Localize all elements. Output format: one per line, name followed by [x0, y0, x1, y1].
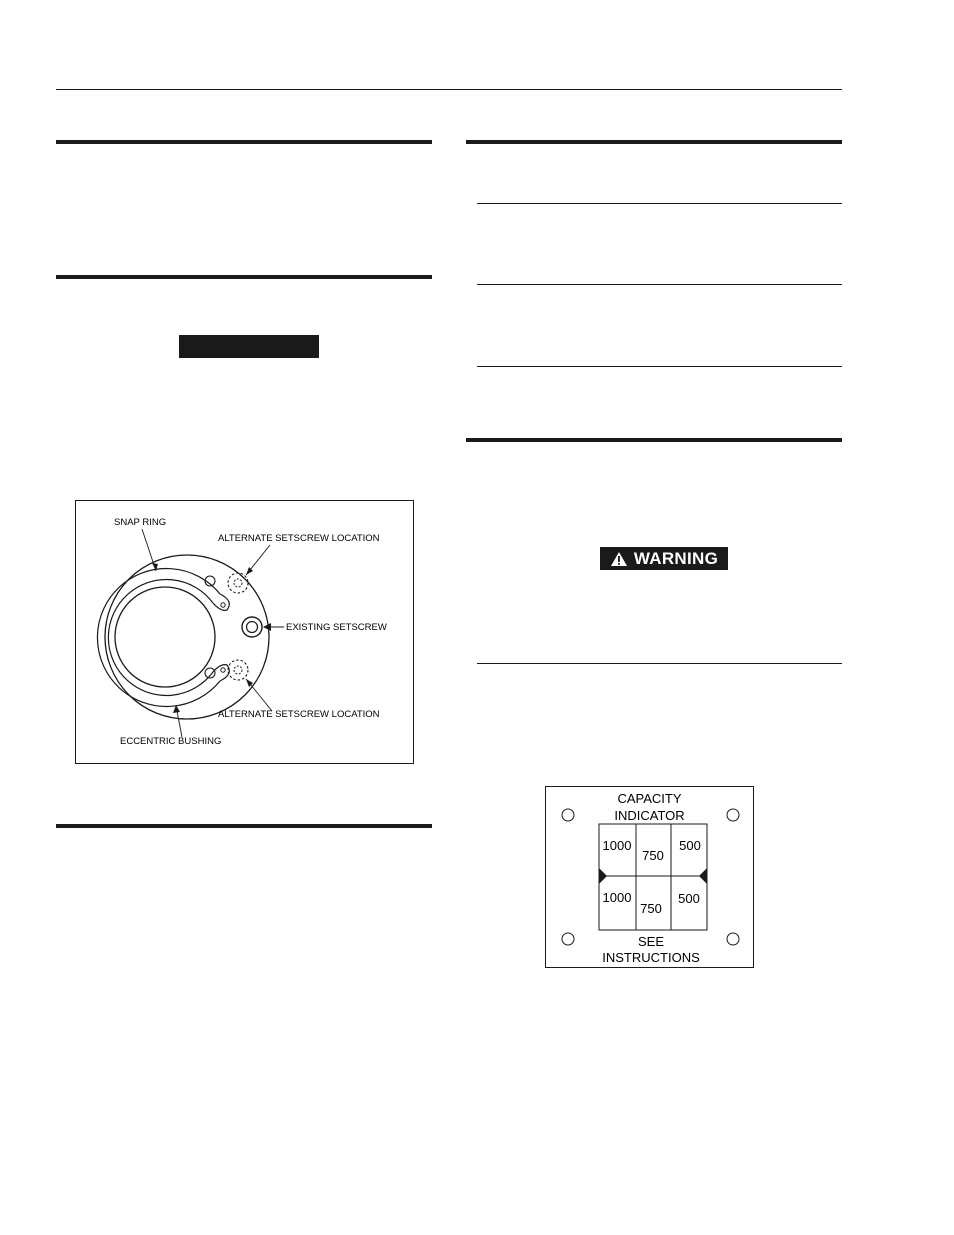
top-cell-750: 750	[642, 848, 664, 863]
bushing-diagram	[76, 501, 412, 762]
label-alternate-bottom: ALTERNATE SETSCREW LOCATION	[218, 709, 380, 720]
right-sub-rule-2	[477, 284, 842, 285]
left-section-rule-3	[56, 824, 432, 828]
bottom-cell-750: 750	[640, 901, 662, 916]
right-section-rule-1	[466, 140, 842, 144]
label-eccentric-bushing: ECCENTRIC BUSHING	[120, 736, 222, 747]
capacity-indicator-figure	[545, 786, 754, 968]
left-section-rule-1	[56, 140, 432, 144]
bushing-figure	[75, 500, 414, 764]
capacity-footer-line1: SEE	[637, 934, 665, 949]
warning-badge	[600, 547, 728, 570]
capacity-footer-line2: INSTRUCTIONS	[602, 950, 700, 965]
label-alternate-top: ALTERNATE SETSCREW LOCATION	[218, 533, 380, 544]
warning-triangle-icon	[610, 551, 628, 567]
left-section-rule-2	[56, 275, 432, 279]
label-existing-setscrew: EXISTING SETSCREW	[286, 622, 387, 633]
label-snap-ring: SNAP RING	[114, 517, 167, 528]
right-sub-rule-4	[477, 663, 842, 664]
top-cell-1000: 1000	[602, 838, 632, 853]
capacity-indicator-plate	[546, 787, 753, 967]
capacity-title-line1: CAPACITY	[617, 791, 682, 806]
bottom-cell-500: 500	[678, 891, 700, 906]
top-cell-500: 500	[679, 838, 701, 853]
right-section-rule-2	[466, 438, 842, 442]
redacted-heading-bar	[179, 335, 319, 358]
right-sub-rule-3	[477, 366, 842, 367]
right-sub-rule-1	[477, 203, 842, 204]
warning-label: WARNING	[633, 548, 719, 568]
bottom-cell-1000: 1000	[602, 890, 632, 905]
capacity-title-line2: INDICATOR	[614, 808, 685, 823]
page-header-rule	[56, 89, 842, 90]
